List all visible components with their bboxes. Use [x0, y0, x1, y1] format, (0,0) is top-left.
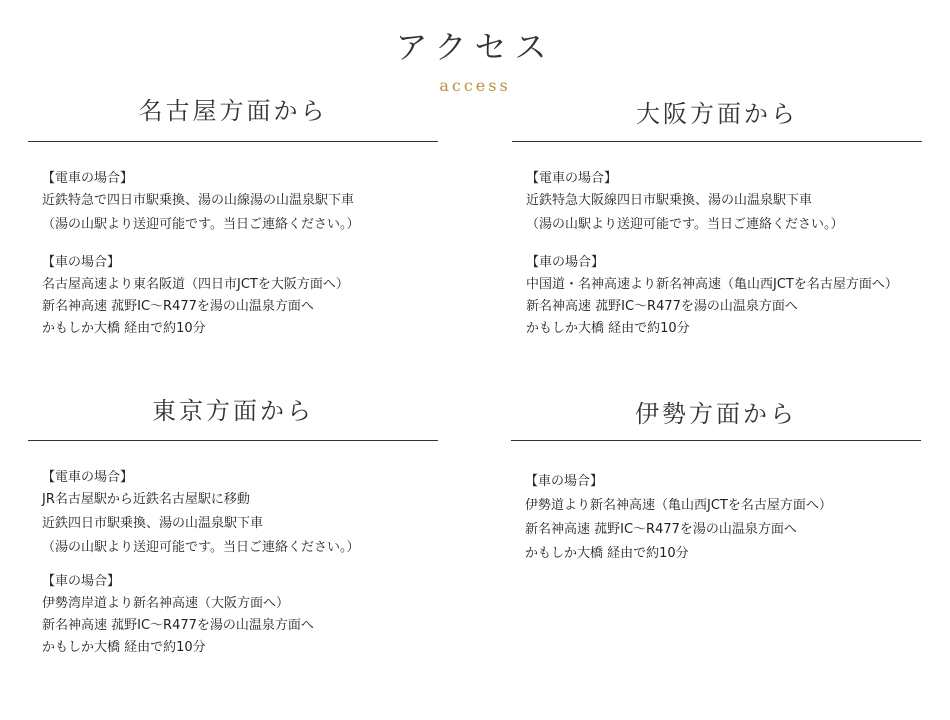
- car-route-line: 新名神高速 菰野IC〜R477を湯の山温泉方面へ: [526, 299, 798, 314]
- car-route-line: 名古屋高速より東名阪道（四日市JCTを大阪方面へ）: [42, 277, 349, 292]
- train-access-block: [42, 168, 442, 238]
- section-title-nagoya: 名古屋方面から: [138, 97, 328, 125]
- car-route-line: 伊勢道より新名神高速（亀山西JCTを名古屋方面へ）: [525, 498, 832, 513]
- page-subtitle: access: [439, 76, 511, 95]
- train-note-line: （湯の山駅より送迎可能です。当日ご連絡ください。）: [42, 540, 360, 555]
- section-title-ise: 伊勢方面から: [635, 400, 797, 428]
- train-route-line: JR名古屋駅から近鉄名古屋駅に移動: [42, 492, 250, 507]
- train-note-line: （湯の山駅より送迎可能です。当日ご連絡ください。）: [42, 217, 360, 232]
- car-route-line: 中国道・名神高速より新名神高速（亀山西JCTを名古屋方面へ）: [526, 277, 898, 292]
- train-access-block: [526, 168, 926, 238]
- car-heading: 【車の場合】: [42, 574, 121, 589]
- section-divider: [28, 141, 438, 142]
- car-route-line: 新名神高速 菰野IC〜R477を湯の山温泉方面へ: [42, 618, 314, 633]
- train-route-line: 近鉄特急で四日市駅乗換、湯の山線湯の山温泉駅下車: [42, 193, 355, 208]
- train-heading: 【電車の場合】: [42, 470, 134, 485]
- car-heading: 【車の場合】: [525, 474, 604, 489]
- section-divider: [512, 141, 922, 142]
- train-heading: 【電車の場合】: [526, 171, 618, 186]
- section-osaka: [512, 99, 922, 349]
- car-route-line: 新名神高速 菰野IC〜R477を湯の山温泉方面へ: [525, 522, 797, 537]
- car-heading: 【車の場合】: [42, 255, 121, 270]
- car-route-line: かもしか大橋 経由で約10分: [42, 640, 206, 655]
- train-route-line: 近鉄特急大阪線四日市駅乗換、湯の山温泉駅下車: [526, 193, 813, 208]
- section-tokyo: [28, 396, 438, 666]
- section-nagoya: [28, 96, 438, 346]
- section-title-osaka: 大阪方面から: [636, 100, 798, 128]
- car-route-line: 新名神高速 菰野IC〜R477を湯の山温泉方面へ: [42, 299, 314, 314]
- section-divider: [28, 440, 438, 441]
- car-route-line: かもしか大橋 経由で約10分: [42, 321, 206, 336]
- car-route-line: 伊勢湾岸道より新名神高速（大阪方面へ）: [42, 596, 290, 611]
- car-access-block: [42, 252, 442, 340]
- page-title: アクセス: [395, 28, 555, 66]
- car-route-line: かもしか大橋 経由で約10分: [526, 321, 690, 336]
- section-divider: [511, 440, 921, 441]
- train-heading: 【電車の場合】: [42, 171, 134, 186]
- train-route-line: 近鉄四日市駅乗換、湯の山温泉駅下車: [42, 516, 264, 531]
- section-title-tokyo: 東京方面から: [152, 397, 314, 425]
- section-ise: [511, 399, 921, 599]
- car-access-block: [42, 571, 442, 659]
- train-note-line: （湯の山駅より送迎可能です。当日ご連絡ください。）: [526, 217, 844, 232]
- car-access-block: [525, 471, 925, 567]
- car-route-line: かもしか大橋 経由で約10分: [525, 546, 689, 561]
- car-access-block: [526, 252, 926, 340]
- train-access-block: [42, 467, 442, 561]
- car-heading: 【車の場合】: [526, 255, 605, 270]
